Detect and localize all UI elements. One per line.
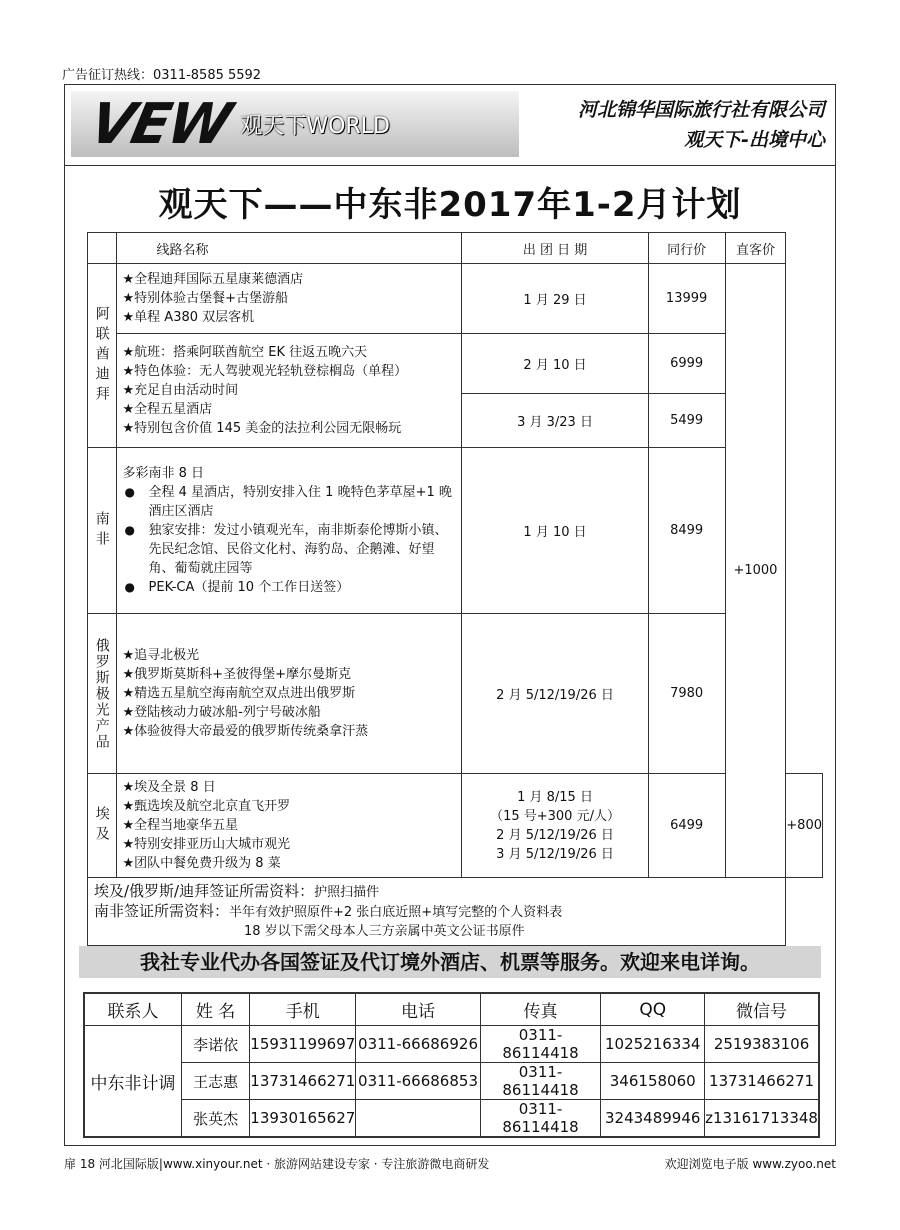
contact-wechat: 2519383106: [705, 1026, 819, 1063]
contacts-header: QQ: [601, 993, 705, 1026]
contact-qq: 1025216334: [601, 1026, 705, 1063]
contact-mobile: 13930165627: [250, 1100, 356, 1138]
logo-mark: VEW: [84, 91, 236, 157]
price-cell: 8499: [648, 448, 725, 614]
route-line: ★甄选埃及航空北京直飞开罗: [122, 799, 291, 814]
table-row: [84, 1026, 819, 1063]
contact-mobile: 15931199697: [250, 1026, 356, 1063]
page-title: 观天下——中东非2017年1-2月计划: [158, 185, 742, 225]
ad-hotline: 广告征订热线：0311-8585 5592: [62, 68, 262, 83]
contact-name: 张英杰: [181, 1100, 249, 1138]
region-dubai: 阿联酋迪拜: [88, 264, 117, 448]
route-bullet: ● 全程 4 星酒店，特别安排入住 1 晚特色茅草屋+1 晚酒庄区酒店: [123, 483, 456, 521]
contact-phone: 0311-66686926: [356, 1026, 480, 1063]
visa-note-head: 南非签证所需资料：: [94, 902, 230, 920]
contact-fax: 0311-86114418: [480, 1063, 601, 1100]
direct-price-header: 直客价: [725, 233, 786, 264]
route-cell: [116, 774, 462, 878]
table-header-row: [88, 233, 823, 264]
route-line: ★特色体验：无人驾驶观光轻轨登棕榈岛（单程）: [122, 364, 408, 379]
contacts-header: 联系人: [84, 993, 181, 1026]
contacts-header: 手机: [250, 993, 356, 1026]
route-bullet: ● 独家安排：发过小镇观光车，南非斯泰伦博斯小镇、先民纪念馆、民俗文化村、海豹岛、企鹅滩、好望角、葡萄就庄园等: [123, 521, 456, 578]
route-line: ★特别体验古堡餐+古堡游船: [122, 291, 289, 306]
contacts-header-row: [84, 993, 819, 1026]
price-cell: 6499: [648, 774, 725, 878]
footer-left: 扉 18 河北国际版|www.xinyour.net · 旅游网站建设专家 · 专注旅游微电商研发: [64, 1157, 490, 1171]
table-row: [88, 614, 823, 774]
contact-fax: 0311-86114418: [480, 1100, 601, 1138]
visa-note-body: 半年有效护照原件+2 张白底近照+填写完整的个人资料表: [229, 905, 563, 920]
date-line: 2 月 5/12/19/26 日: [496, 827, 614, 843]
table-row: [84, 1100, 819, 1138]
table-row: [88, 264, 823, 334]
route-line: ★航班：搭乘阿联酋航空 EK 往返五晚六天: [122, 345, 368, 360]
route-line: ★追寻北极光: [122, 648, 200, 663]
route-line: ★体验彼得大帝最爱的俄罗斯传统桑拿汗蒸: [122, 724, 369, 739]
route-line: ★俄罗斯莫斯科+圣彼得堡+摩尔曼斯克: [122, 667, 351, 682]
contact-phone: 0311-66686853: [356, 1063, 480, 1100]
route-line: ★充足自由活动时间: [122, 383, 239, 398]
contact-wechat: z13161713348: [705, 1100, 819, 1138]
route-cell: [116, 264, 462, 334]
price-cell: 13999: [648, 264, 725, 334]
contact-wechat: 13731466271: [705, 1063, 819, 1100]
contact-name: 李诺依: [181, 1026, 249, 1063]
contact-qq: 346158060: [601, 1063, 705, 1100]
contacts-header: 传真: [480, 993, 601, 1026]
service-banner: 我社专业代办各国签证及代订境外酒店、机票等服务。欢迎来电详询。: [79, 946, 821, 978]
agency-name: 河北锦华国际旅行社有限公司: [577, 99, 825, 121]
route-line: ★特别安排亚历山大城市观光: [122, 837, 291, 852]
date-cell: 1 月 29 日: [462, 264, 648, 334]
route-line: ★登陆核动力破冰船-列宁号破冰船: [122, 705, 321, 720]
date-cell: 2 月 10 日: [462, 334, 648, 394]
contact-name: 王志惠: [181, 1063, 249, 1100]
region-header: [88, 233, 117, 264]
direct-price-cell: +1000: [725, 264, 786, 878]
contacts-header: 电话: [356, 993, 480, 1026]
price-cell: 5499: [648, 394, 725, 448]
footer-right: 欢迎浏览电子版 www.zyoo.net: [664, 1157, 836, 1171]
header: [65, 85, 835, 166]
visa-note-body: 护照扫描件: [314, 885, 380, 900]
route-line: ★单程 A380 双层客机: [122, 310, 255, 325]
contact-group: 中东非计调: [84, 1026, 181, 1138]
contact-phone: [356, 1100, 480, 1138]
date-cell: 2 月 5/12/19/26 日: [462, 614, 648, 774]
route-bullet: ● PEK-CA（提前 10 个工作日送签）: [123, 578, 456, 597]
route-line: ★特别包含价值 145 美金的法拉利公园无限畅玩: [122, 421, 402, 436]
visa-notes: [88, 878, 786, 946]
route-cell: [116, 614, 462, 774]
region-egypt: 埃及: [88, 774, 117, 878]
region-south-africa: 南非: [88, 448, 117, 614]
route-line: ★全程五星酒店: [122, 402, 213, 417]
route-line: ★全程当地豪华五星: [122, 818, 239, 833]
agency-dept: 观天下-出境中心: [684, 129, 825, 151]
table-row: [88, 334, 823, 394]
route-title: 多彩南非 8 日: [122, 466, 205, 481]
table-row: [88, 774, 823, 878]
contact-mobile: 13731466271: [250, 1063, 356, 1100]
agency-info: [578, 95, 825, 155]
contacts-header: 姓 名: [181, 993, 249, 1026]
table-row: [84, 1063, 819, 1100]
region-russia: 俄罗斯极光产品: [88, 614, 117, 774]
date-cell: [462, 774, 648, 878]
logo-text: 观天下WORLD: [240, 113, 390, 139]
route-header: 线路名称: [116, 233, 462, 264]
page-frame: [64, 84, 836, 1146]
route-line: ★精选五星航空海南航空双点进出俄罗斯: [122, 686, 356, 701]
itinerary-table: [87, 232, 823, 946]
price-cell: 6999: [648, 334, 725, 394]
price-cell: 7980: [648, 614, 725, 774]
contact-fax: 0311-86114418: [480, 1026, 601, 1063]
contact-qq: 3243489946: [601, 1100, 705, 1138]
notes-row: [88, 878, 823, 946]
route-line: ★全程迪拜国际五星康莱德酒店: [122, 272, 304, 287]
date-line: 1 月 8/15 日: [517, 789, 593, 805]
peer-price-header: 同行价: [648, 233, 725, 264]
date-line: （15 号+300 元/人）: [490, 808, 620, 824]
date-header: 出 团 日 期: [462, 233, 648, 264]
date-cell: 1 月 10 日: [462, 448, 648, 614]
date-line: 3 月 5/12/19/26 日: [496, 846, 614, 862]
contacts-header: 微信号: [705, 993, 819, 1026]
route-cell: [116, 334, 462, 448]
route-cell: [116, 448, 462, 614]
logo: [71, 91, 519, 157]
date-cell: 3 月 3/23 日: [462, 394, 648, 448]
table-row: [88, 448, 823, 614]
visa-note-extra: 18 岁以下需父母本人三方亲属中英文公证书原件: [244, 924, 525, 939]
visa-note-head: 埃及/俄罗斯/迪拜签证所需资料：: [94, 882, 315, 900]
route-line: ★埃及全景 8 日: [122, 780, 216, 795]
contacts-table: [83, 992, 820, 1138]
route-line: ★团队中餐免费升级为 8 菜: [122, 856, 281, 871]
direct-price-cell: +800: [786, 774, 823, 878]
